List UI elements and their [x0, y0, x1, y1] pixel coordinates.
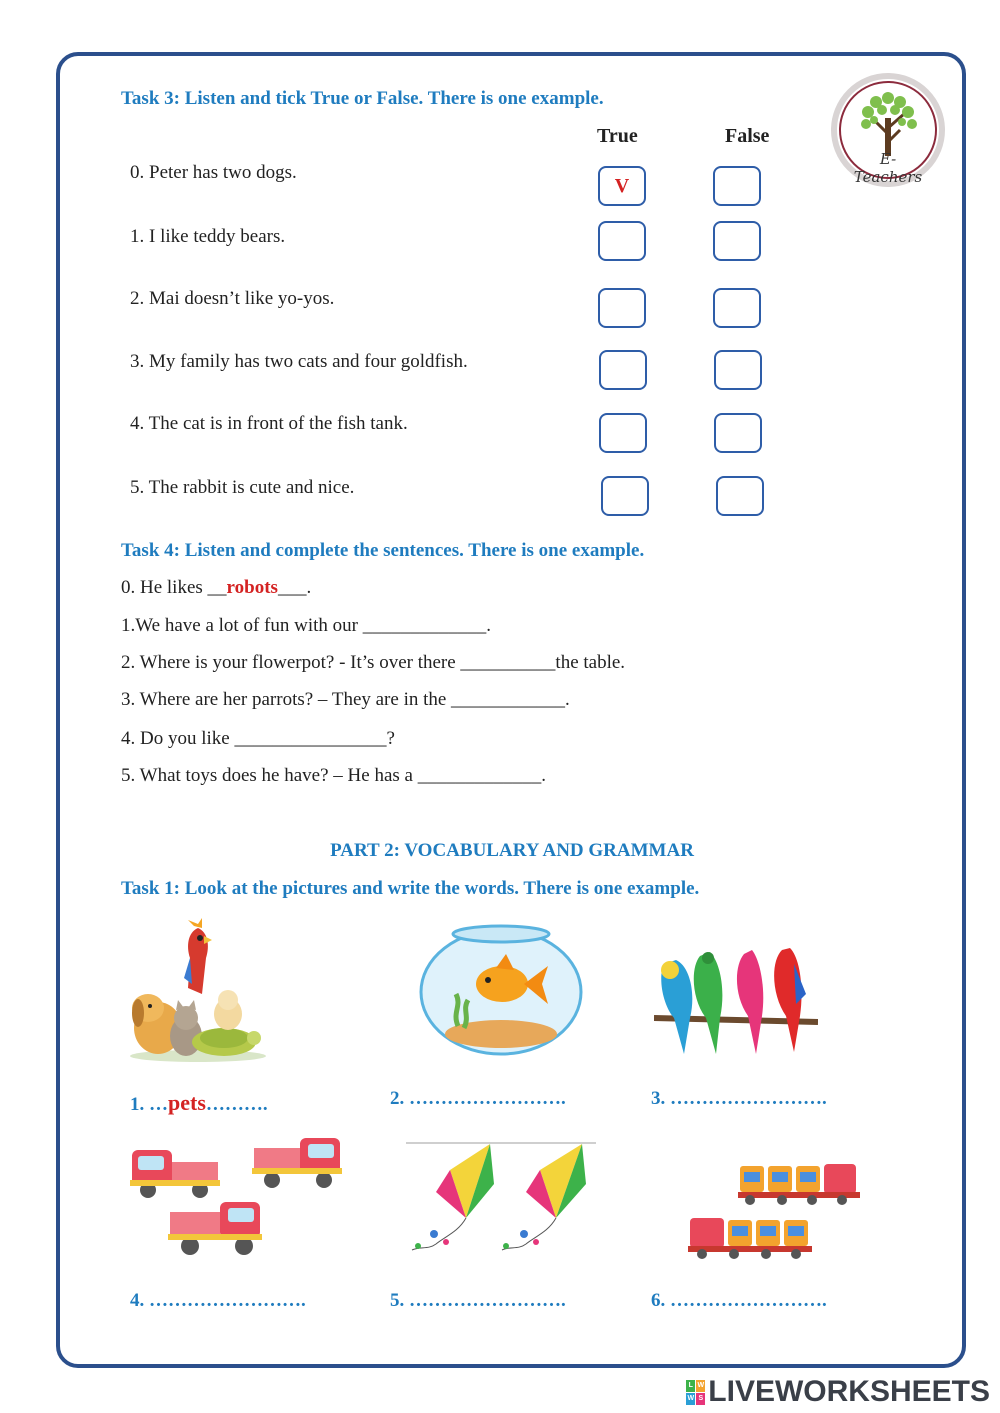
logo-text: E-Teachers: [853, 150, 923, 186]
false-checkbox-1[interactable]: [713, 221, 761, 261]
task3-statement-1: 1. I like teddy bears.: [130, 226, 286, 247]
vocab-answer-6[interactable]: 6. …………………….: [651, 1290, 827, 1311]
liveworksheets-brand[interactable]: [686, 1375, 990, 1409]
example-suffix: ___.: [277, 577, 312, 598]
task4-sentence-5[interactable]: 5. What toys does he have? – He has a _____________.: [121, 765, 546, 786]
true-checkbox-0[interactable]: V: [598, 166, 646, 206]
task3-title: Task 3: Listen and tick True or False. There is one example.: [121, 88, 604, 109]
task4-sentence-1[interactable]: 1.We have a lot of fun with our _____________.: [121, 615, 491, 636]
task3-statement-4: 4. The cat is in front of the fish tank.: [130, 413, 408, 434]
vocab-task1-title: Task 1: Look at the pictures and write the words. There is one example.: [121, 878, 700, 899]
task4-sentence-3[interactable]: 3. Where are her parrots? – They are in the ____________.: [121, 689, 570, 710]
task4-example: [121, 577, 311, 599]
example-prefix: 0. He likes __: [121, 577, 227, 598]
vocab-dots-pre: …: [149, 1094, 168, 1115]
false-checkbox-0[interactable]: [713, 166, 761, 206]
trucks-picture: [128, 1136, 344, 1268]
true-checkbox-5[interactable]: [601, 476, 649, 516]
true-checkbox-4[interactable]: [599, 413, 647, 453]
task4-title: Task 4: Listen and complete the sentences. There is one example.: [121, 540, 645, 561]
vocab-answer-5[interactable]: 5. …………………….: [390, 1290, 566, 1311]
task4-sentence-2[interactable]: 2. Where is your flowerpot? - It’s over there __________the table.: [121, 652, 626, 673]
true-checkbox-3[interactable]: [599, 350, 647, 390]
false-checkbox-5[interactable]: [716, 476, 764, 516]
logo-letter-2: W: [696, 1380, 705, 1392]
false-checkbox-4[interactable]: [714, 413, 762, 453]
parrots-picture: [654, 934, 818, 1056]
brand-name: LIVEWORKSHEETS: [708, 1375, 990, 1408]
goldfish-bowl-picture: [418, 916, 584, 1056]
vocab-answer-3[interactable]: 3. …………………….: [651, 1088, 827, 1109]
pets-picture: [128, 918, 268, 1064]
vocab-answer-2[interactable]: 2. …………………….: [390, 1088, 566, 1109]
true-checkbox-1[interactable]: [598, 221, 646, 261]
true-checkbox-2[interactable]: [598, 288, 646, 328]
kites-picture: [406, 1140, 596, 1270]
part2-title: PART 2: VOCABULARY AND GRAMMAR: [330, 840, 694, 861]
vocab-answer-1[interactable]: [130, 1090, 268, 1116]
task3-statement-2: 2. Mai doesn’t like yo-yos.: [130, 288, 335, 309]
task3-statement-3: 3. My family has two cats and four goldfish.: [130, 351, 468, 372]
task4-sentence-4[interactable]: 4. Do you like ________________?: [121, 728, 395, 749]
vocab-num-1: 1.: [130, 1094, 145, 1115]
e-teachers-logo: [828, 72, 948, 188]
logo-letter-1: L: [686, 1380, 695, 1392]
trains-picture: [686, 1154, 866, 1272]
example-answer: robots: [226, 577, 278, 598]
vocab-dots-post: ……….: [205, 1094, 268, 1115]
vocab-example-answer: pets: [168, 1090, 206, 1115]
vocab-answer-4[interactable]: 4. …………………….: [130, 1290, 306, 1311]
false-column-header: False: [725, 125, 770, 147]
liveworksheets-logo-icon: [686, 1380, 705, 1405]
true-column-header: True: [597, 125, 638, 147]
false-checkbox-3[interactable]: [714, 350, 762, 390]
false-checkbox-2[interactable]: [713, 288, 761, 328]
logo-letter-4: S: [696, 1393, 705, 1405]
task3-statement-5: 5. The rabbit is cute and nice.: [130, 477, 355, 498]
logo-letter-3: W: [686, 1393, 695, 1405]
task3-statement-0: 0. Peter has two dogs.: [130, 162, 297, 183]
